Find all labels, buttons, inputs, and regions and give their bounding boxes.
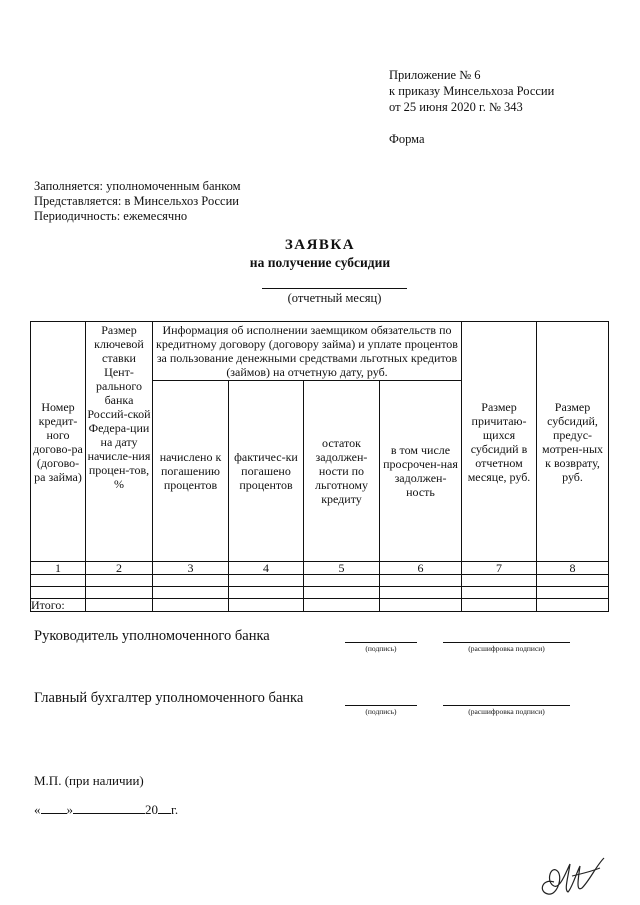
title-main: ЗАЯВКА — [284, 237, 356, 253]
total-cell[interactable] — [462, 599, 537, 612]
header-debt-balance: остаток задолжен-ности по льготному кредиту — [304, 381, 380, 562]
total-cell[interactable] — [153, 599, 229, 612]
header-contract-number: Номер кредит-ного догово-ра (догово-ра займа) — [31, 322, 86, 562]
header-overdue-debt: в том числе просрочен-ная задолжен-ность — [380, 381, 462, 562]
accountant-signature-line[interactable] — [345, 705, 417, 706]
accountant-decode-caption: (расшифровка подписи) — [468, 707, 545, 716]
table-cell[interactable] — [31, 575, 86, 587]
header-info-group: Информация об исполнении заемщиком обязательств по кредитному договору (договору займа) и уплате процентов за пользование денежными средствами льготных кредитов (займов) на отчетную дату, руб. — [153, 322, 462, 381]
table-cell[interactable] — [537, 575, 609, 587]
table-cell[interactable] — [462, 575, 537, 587]
submitted-to: Представляется: в Минсельхоз России — [34, 194, 239, 208]
meta-block — [34, 179, 241, 224]
title-sub: на получение субсидии — [249, 255, 391, 270]
head-decode-caption: (расшифровка подписи) — [468, 644, 545, 653]
total-row — [31, 599, 609, 612]
accountant-decode-line[interactable] — [443, 705, 570, 706]
subsidy-table — [30, 321, 609, 612]
stamp-place: М.П. (при наличии) — [34, 773, 144, 788]
table-row — [31, 575, 609, 587]
date-day-blank[interactable] — [41, 802, 67, 814]
table-cell[interactable] — [304, 575, 380, 587]
column-number: 7 — [462, 562, 537, 575]
month-field-line[interactable] — [262, 288, 407, 289]
column-number: 6 — [380, 562, 462, 575]
appendix-block — [389, 67, 554, 115]
head-signature-line[interactable] — [345, 642, 417, 643]
total-cell[interactable] — [86, 599, 153, 612]
column-numbers-row — [31, 562, 609, 575]
date-year-suffix: г. — [171, 802, 179, 817]
table-cell[interactable] — [380, 575, 462, 587]
date-open-quote: « — [34, 802, 41, 817]
date-field — [34, 802, 178, 818]
table-cell[interactable] — [229, 587, 304, 599]
appendix-number: Приложение № 6 — [389, 68, 481, 82]
column-number: 4 — [229, 562, 304, 575]
column-number: 3 — [153, 562, 229, 575]
column-number: 8 — [537, 562, 609, 575]
table-cell[interactable] — [153, 575, 229, 587]
total-cell[interactable] — [537, 599, 609, 612]
header-subsidy-return: Размер субсидий, предус-мотрен-ных к возврату, руб. — [537, 322, 609, 562]
column-number: 1 — [31, 562, 86, 575]
total-cell[interactable] — [304, 599, 380, 612]
table-cell[interactable] — [86, 575, 153, 587]
date-close-quote: » — [66, 802, 73, 817]
column-number: 5 — [304, 562, 380, 575]
accountant-signature-label: Главный бухгалтер уполномоченного банка — [34, 690, 304, 706]
month-caption: (отчетный месяц) — [287, 291, 382, 305]
table-cell[interactable] — [304, 587, 380, 599]
date-year-blank[interactable] — [158, 802, 171, 814]
header-accrued-interest: начислено к погашению процентов — [153, 381, 229, 562]
date-year-prefix: 20 — [145, 802, 158, 817]
header-paid-interest: фактичес-ки погашено процентов — [229, 381, 304, 562]
periodicity: Периодичность: ежемесячно — [34, 209, 188, 223]
head-decode-line[interactable] — [443, 642, 570, 643]
total-cell[interactable] — [229, 599, 304, 612]
table-cell[interactable] — [229, 575, 304, 587]
table-cell[interactable] — [380, 587, 462, 599]
table-cell[interactable] — [153, 587, 229, 599]
column-number: 2 — [86, 562, 153, 575]
table-row — [31, 587, 609, 599]
header-subsidy-due: Размер причитаю-щихся субсидий в отчетном месяце, руб. — [462, 322, 537, 562]
table-cell[interactable] — [31, 587, 86, 599]
head-signature-label: Руководитель уполномоченного банка — [34, 628, 270, 644]
table-cell[interactable] — [537, 587, 609, 599]
table-cell[interactable] — [462, 587, 537, 599]
accountant-signature-caption: (подпись) — [365, 707, 397, 716]
document-title — [0, 236, 640, 271]
total-cell[interactable] — [380, 599, 462, 612]
form-label: Форма — [389, 132, 425, 146]
head-signature-caption: (подпись) — [365, 644, 397, 653]
filled-by: Заполняется: уполномоченным банком — [34, 179, 241, 193]
appendix-order: к приказу Минсельхоза России — [389, 84, 555, 98]
handwritten-initials — [534, 852, 610, 900]
appendix-date: от 25 июня 2020 г. № 343 — [389, 100, 523, 114]
date-month-blank[interactable] — [73, 802, 145, 814]
total-label: Итого: — [31, 599, 86, 612]
header-key-rate: Размер ключевой ставки Цент-рального банка Россий-ской Федера-ции на дату начисле-ния процен-тов, % — [86, 322, 153, 562]
table-cell[interactable] — [86, 587, 153, 599]
